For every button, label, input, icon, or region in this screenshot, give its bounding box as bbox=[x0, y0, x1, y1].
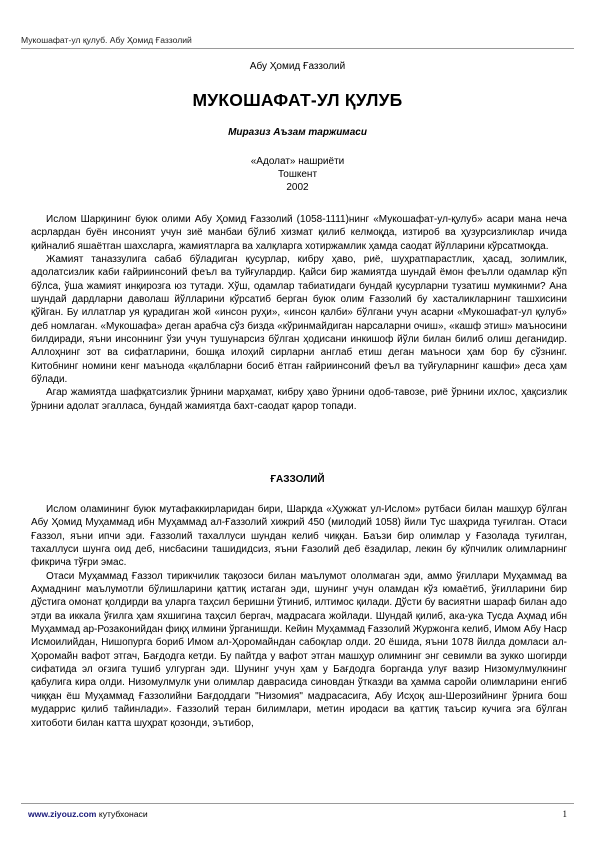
city: Тошкент bbox=[277, 169, 318, 181]
site-suffix: кутубхонаси bbox=[96, 809, 148, 819]
paragraph: Отаси Муҳаммад Ғаззол тирикчилик тақозоси билан маълумот ололмаган эди, аммо ўғиллари Муҳаммад ва Аҳмаднинг маълумотли бўлишларини қаттиқ истаган эди, шунинг учун оламдан кўз юмаётиб, ўғилларини бир дўстига омонат қолдирди ва уларга таҳсил беришни ўтиниб, илтимос қилади. Дўсти бу васиятни шараф билан адо этди ва иккала ўғилга ҳам яхшигина таҳсил бергач, мадрасага жойлади. Шундай қилиб, ака-ука Тусда Аҳмад ибн Муҳаммад ар-Розаконийдан фиқҳ илмини ўрганишди. Кейин Муҳаммад Ғаззолий Журжонга келиб, Имом Абу Наср Исмоилийдан, Нишопурга бориб Имом ал-Ҳоромайндан сабоқлар олди. 20 ёшида, яъни 1078 йилда домласи ал-Ҳоромайн вафот этгач, Бағдодга кетди. Бу пайтда у вафот этган машҳур олимнинг энг севимли ва зукко шогирди сифатида эл оғзига тушиб улгурган эди. Шунинг учун ҳам у Бағдодга борганда улуғ вазир Низомулмулкнинг қабулига кира олди. Низомулмулк уни олимлар даврасида синовдан ўтказди ва ҳамма саройи олимларини енгиб чиққан ёш Муҳаммад Ғаззолийни Бағдоддаги "Низомия" мадрасасига, Абу Исҳоқ аш-Шерозийнинг ўрнига бош мударрис қилиб тайинлади». Ғаззолий теран билимлари, метин иродаси ва қаттиқ таъсир кучига эга бўлган хитоботи билан катта шуҳрат қозонди, эътибор, bbox=[31, 570, 567, 729]
paragraph: Ислом оламининг буюк мутафаккирларидан бири, Шарқда «Ҳужжат ул-Ислом» рутбаси билан машҳур бўлган Абу Ҳомид Муҳаммад ибн Муҳаммад ал-Ғаззолий хижрий 450 (милодий 1058) йили Тус шаҳрида туғилган. Отаси Ғаззол, яъни ипчи эди. Ғаззолий тахаллуси шундан келиб чиққан. Баъзи бир олимлар у Ғазолада туғилган, тахаллуси шунга оид деб, нисбасини ташидидсиз, яъни Ғазолий деб ёзадилар, лекин бу кўпчилик олимларнинг фикрича тўғри эмас. bbox=[31, 504, 567, 569]
translator-line: Миразиз Аъзам таржимаси bbox=[228, 127, 367, 138]
book-title: МУКОШАФАТ-УЛ ҚУЛУБ bbox=[192, 90, 403, 110]
header-divider bbox=[21, 48, 574, 49]
publication-info bbox=[0, 155, 595, 195]
publisher: «Адолат» нашриёти bbox=[250, 156, 345, 167]
paragraph: Жамият таназзулига сабаб бўладиган қусурлар, кибру ҳаво, риё, шуҳратпарастлик, ҳасад, золимлик, адолатсизлик каби ғайриинсоний феъл ва туйғулардир. Қайси бир жамиятда шундай ёмон феълли одамлар кўп бўлса, ўша жамият инқирозга юз тутади. Хўш, одамлар табиатидаги бундай қусурларни тузатиш мумкинми? Ана шундай дардларни даволаш йўлларини кўрсатиб берган буюк олим Ғаззолий бу хасталикларнинг ташхисини қўйган. Бу иллатлар уя қурадиган жой «инсон руҳи», «инсон қалби» бўлгани учун асарни «Мукошафат-ул қулуб» деб номлаган. «Мукошафа» деган арабча сўз бизда «кўринмайдиган нарсаларни очиш», «кашф этиш» маъносини билдиради, яъни инсоннинг ўзи учун тушунарсиз бўлган ҳодисани инкишоф йўли билан билиб олиш деганидир. Аллоҳнинг зот ва сифатларини, бошқа илоҳий сирларни англаб етиш деган маъноси ҳам бор бу сўзнинг. Китобнинг номини кенг маънода «қалбларни босиб ётган ғайриинсоний феъл ва туйғуларнинг кашфи» деса ҳам бўлади. bbox=[31, 254, 567, 386]
footer-source bbox=[28, 809, 148, 819]
paragraph: Агар жамиятда шафқатсизлик ўрнини марҳамат, кибру ҳаво ўрнини одоб-тавозе, риё ўрнини ихлос, ҳақсизлик ўрнини адолат эгаллаcа, бундай жамиятда бахт-саодат қарор топади. bbox=[31, 387, 567, 412]
section-text bbox=[31, 503, 567, 730]
year: 2002 bbox=[286, 182, 309, 194]
section-heading: ҒАЗЗОЛИЙ bbox=[270, 474, 325, 485]
page-number: 1 bbox=[562, 809, 567, 819]
site-link[interactable]: www.ziyouz.com bbox=[28, 809, 97, 819]
paragraph: Ислом Шарқининг буюк олими Абу Ҳомид Ғаззолий (1058-1111)нинг «Мукошафат-ул-қулуб» асари мана неча асрлардан буён инсоният учун зиё манбаи бўлиб хизмат қилиб келмоқда, изтироб ва ҳузурсизликлар ичида қийналиб яшаётган шахсларга, жамиятларга ва халқларга хотиржамлик ҳамда саодат йўлларини кўрсатмоқда. bbox=[31, 214, 567, 252]
intro-text bbox=[31, 213, 567, 413]
running-header: Мукошафат-ул қулуб. Абу Ҳомид Ғаззолий bbox=[21, 35, 192, 45]
author-name: Абу Ҳомид Ғаззолий bbox=[249, 61, 346, 72]
footer-divider bbox=[21, 803, 574, 804]
